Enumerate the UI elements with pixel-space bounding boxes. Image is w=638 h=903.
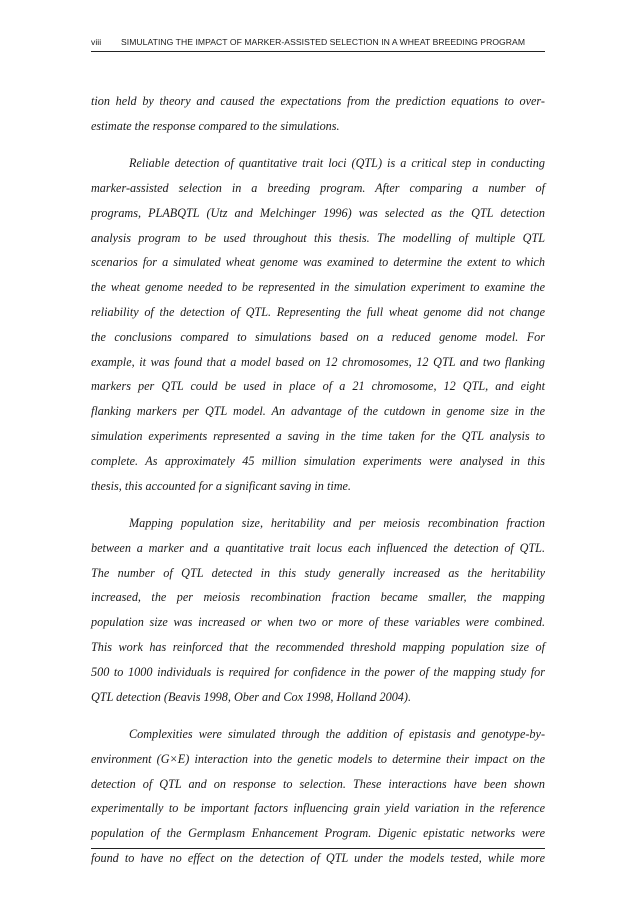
text-line: This work has reinforced that the recommended threshold mapping population size of <box>91 639 545 654</box>
text-line: scenarios for a simulated wheat genome was examined to determine the extent to which <box>91 255 545 270</box>
text-line: Reliable detection of quantitative trait loci (QTL) is a critical step in conducting <box>129 156 545 171</box>
paragraph <box>91 89 545 139</box>
text-line: reliability of the detection of QTL. Representing the full wheat genome did not change <box>91 304 545 319</box>
text-line: found to have no effect on the detection of QTL under the models tested, while more <box>91 850 545 865</box>
text-line: The number of QTL detected in this study generally increased as the heritability <box>91 565 545 580</box>
text-line: population size was increased or when two or more of these variables were combined. <box>91 615 545 630</box>
text-line: environment (G×E) interaction into the genetic models to determine their impact on the <box>91 751 545 766</box>
paragraph-gap <box>91 498 545 511</box>
text-line: 500 to 1000 individuals is required for confidence in the power of the mapping study for <box>91 664 545 679</box>
text-line: experimentally to be important factors influencing grain yield variation in the reference <box>91 801 545 816</box>
body-text <box>91 89 545 871</box>
text-line: detection of QTL and on response to selection. These interactions have been shown <box>91 776 545 791</box>
running-header <box>91 37 545 47</box>
text-line: thesis, this accounted for a significant saving in time. <box>91 478 351 493</box>
paragraph <box>91 511 545 709</box>
text-line: complete. As approximately 45 million simulation experiments were analysed in this <box>91 453 545 468</box>
page-number: viii <box>91 37 102 47</box>
text-line: markers per QTL could be used in place of a 21 chromosome, 12 QTL, and eight <box>91 379 545 394</box>
text-line: flanking markers per QTL model. An advantage of the cutdown in genome size in the <box>91 404 545 419</box>
header-rule <box>91 51 545 52</box>
text-line: the conclusions compared to simulations based on a reduced genome model. For <box>91 329 545 344</box>
text-line: QTL detection (Beavis 1998, Ober and Cox 1998, Holland 2004). <box>91 689 412 704</box>
text-line: Mapping population size, heritability and per meiosis recombination fraction <box>129 515 545 530</box>
text-line: Complexities were simulated through the addition of epistasis and genotype-by- <box>129 726 545 741</box>
text-line: the wheat genome needed to be represented in the simulation experiment to examine the <box>91 280 545 295</box>
text-line: increased, the per meiosis recombination fraction became smaller, the mapping <box>91 590 545 605</box>
text-line: population of the Germplasm Enhancement Program. Digenic epistatic networks were <box>91 826 545 841</box>
text-line: example, it was found that a model based on 12 chromosomes, 12 QTL and two flanking <box>91 354 545 369</box>
paragraph <box>91 151 545 498</box>
paragraph-gap <box>91 709 545 722</box>
running-title: SIMULATING THE IMPACT OF MARKER-ASSISTED SELECTION IN A WHEAT BREEDING PROGRAM <box>121 37 526 47</box>
text-line: programs, PLABQTL (Utz and Melchinger 1996) was selected as the QTL detection <box>91 205 545 220</box>
text-line: estimate the response compared to the simulations. <box>91 118 340 133</box>
footer-rule <box>91 848 545 849</box>
text-line: between a marker and a quantitative trait locus each influenced the detection of QTL. <box>91 540 545 555</box>
text-line: tion held by theory and caused the expectations from the prediction equations to over- <box>91 94 545 108</box>
text-line: marker-assisted selection in a breeding program. After comparing a number of <box>91 180 545 195</box>
paragraph-gap <box>91 139 545 152</box>
text-line: analysis program to be used throughout this thesis. The modelling of multiple QTL <box>91 230 545 245</box>
text-line: simulation experiments represented a saving in the time taken for the QTL analysis to <box>91 428 545 443</box>
